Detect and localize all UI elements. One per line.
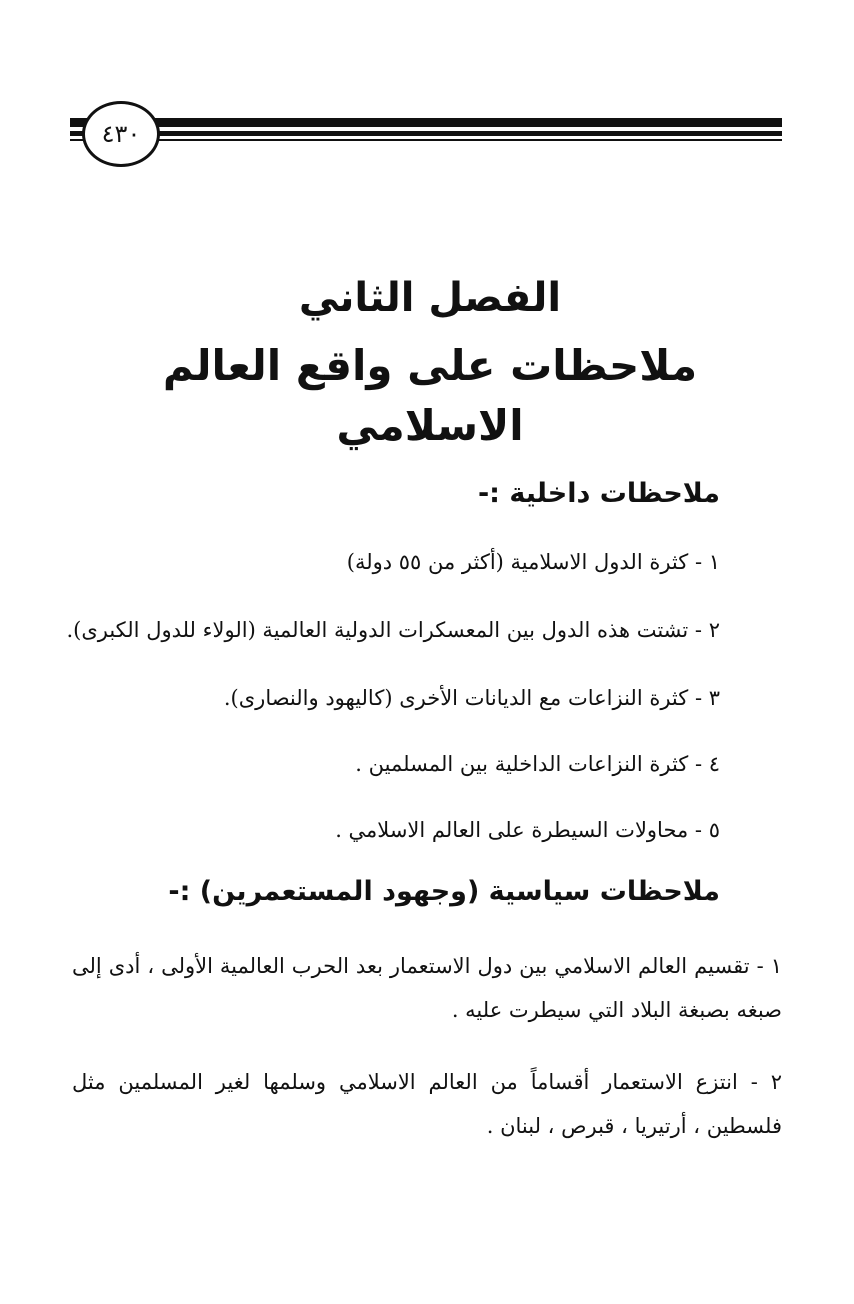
internal-note-item: ٤ - كثرة النزاعات الداخلية بين المسلمين .	[355, 752, 720, 776]
political-note-paragraph: ٢ - انتزع الاستعمار أقساماً من العالم الاسلامي وسلمها لغير المسلمين مثل فلسطين ، أرتيريا ، قبرص ، لبنان .	[72, 1070, 782, 1138]
page-content	[60, 0, 782, 1304]
internal-note-item: ٥ - محاولات السيطرة على العالم الاسلامي .	[335, 818, 720, 842]
internal-notes-heading: ملاحظات داخلية :-	[477, 478, 720, 509]
internal-note-item: ٣ - كثرة النزاعات مع الديانات الأخرى (كاليهود والنصارى).	[223, 686, 720, 710]
page-number: ٤٣٠	[82, 101, 160, 167]
political-notes-heading: ملاحظات سياسية (وجهود المستعمرين) :-	[168, 876, 720, 907]
internal-note-item: ١ - كثرة الدول الاسلامية (أكثر من ٥٥ دولة)	[346, 550, 720, 574]
internal-note-item: ٢ - تشتت هذه الدول بين المعسكرات الدولية العالمية (الولاء للدول الكبرى).	[66, 618, 720, 642]
chapter-subtitle: ملاحظات على واقع العالم الاسلامي	[162, 341, 698, 450]
chapter-title: الفصل الثاني	[298, 275, 562, 321]
political-note-paragraph: ١ - تقسيم العالم الاسلامي بين دول الاستعمار بعد الحرب العالمية الأولى ، أدى إلى صبغه بصبغة البلاد التي سيطرت عليه .	[72, 954, 782, 1022]
